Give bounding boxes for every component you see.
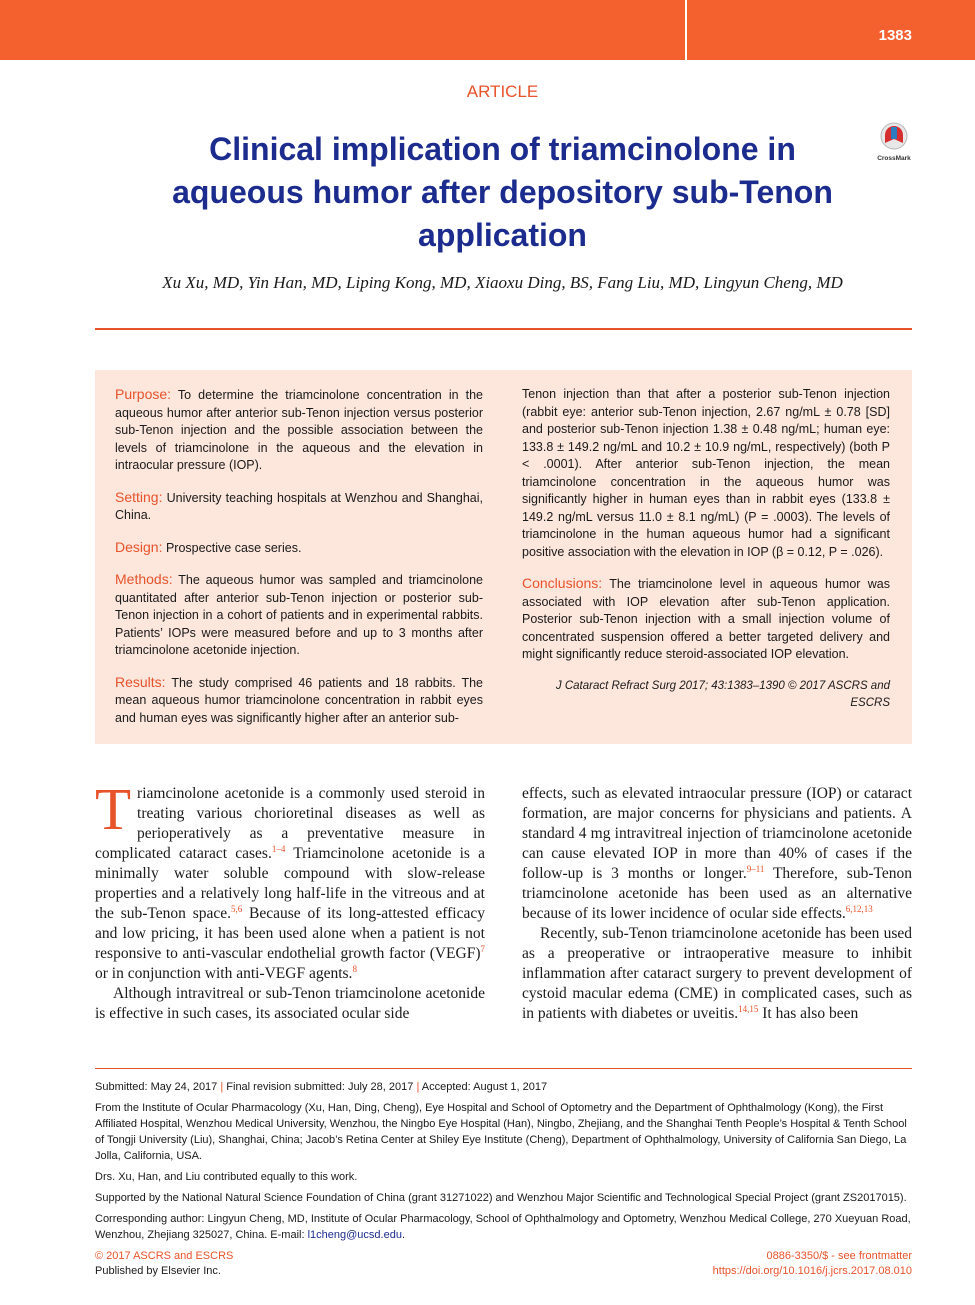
citation: J Cataract Refract Surg 2017; 43:1383–1390 © 2017 ASCRS and ESCRS bbox=[555, 679, 890, 709]
methods-text: The aqueous humor was sampled and triamcinolone quantitated after anterior sub-Tenon injection or posterior sub-Tenon injection in a cohort of patients and in experimental rabbits. Patients’ IOPs were measured before and up to 3 months after triamcinolone acetonide injection. bbox=[115, 573, 483, 657]
header-bar-left bbox=[0, 0, 685, 60]
drop-cap: T bbox=[95, 776, 132, 842]
body-paragraph: effects, such as elevated intraocular pressure (IOP) or cataract formation, are major concerns for physicians and patients. A standard 4 mg intravitreal injection of triamcinolone acetonide can cause elevated IOP in more than 40% of cases if the follow-up is 3 months or longer.$^{9-11}$ Therefore, sub-Tenon triamcinolone acetonide has been used as an alternative because of its lower incidence of ocular side effects.$^{6,12,13}$ bbox=[522, 785, 912, 922]
results-heading: Results: bbox=[115, 673, 166, 690]
article-title: Clinical implication of triamcinolone in aqueous humor after depository sub-Tenon application bbox=[172, 131, 833, 253]
doi-link[interactable]: https://doi.org/10.1016/j.jcrs.2017.08.010 bbox=[712, 1265, 912, 1277]
reference-link[interactable]: 5,6 bbox=[231, 903, 243, 914]
body-column-right bbox=[522, 784, 912, 1024]
header-bar bbox=[0, 0, 975, 60]
abstract-design bbox=[115, 539, 483, 558]
crossmark-icon[interactable] bbox=[876, 121, 912, 163]
crossmark-label: CrossMark bbox=[877, 155, 911, 162]
section-label: ARTICLE bbox=[466, 82, 539, 101]
purpose-heading: Purpose: bbox=[115, 386, 172, 402]
abstract-setting bbox=[115, 489, 483, 525]
email-link[interactable]: l1cheng@ucsd.edu bbox=[307, 1229, 402, 1241]
affiliations: From the Institute of Ocular Pharmacology (Xu, Han, Ding, Cheng), Eye Hospital and School of Optometry and the Department of Ophthalmology (Kong), the First Affiliated Hospital, Wenzhou Medical University, Wenzhou, the Ningbo Eye Hospital (Han), Ningbo, Zhejiang, and the Shanghai Tenth People’s Hospital & Tenth School of Tongji University (Liu), Shanghai, China; Jacob’s Retina Center at Shiley Eye Institute (Cheng), Department of Ophthalmology, University of California San Diego, La Jolla, California, USA. bbox=[95, 1102, 907, 1162]
title-divider bbox=[95, 328, 912, 330]
results-text: The study comprised 46 patients and 18 rabbits. The mean aqueous humor triamcinolone concentration in rabbit eyes and human eyes was significantly higher after an anterior sub- bbox=[115, 675, 484, 725]
abstract-purpose bbox=[115, 386, 483, 475]
correspondence: Corresponding author: Lingyun Cheng, MD, Institute of Ocular Pharmacology, School of Ophthalmology and Optometry, Wenzhou Medical College, 270 Xueyuan Road, Wenzhou, Zhejiang 325027, China. E-mail: l1cheng@ucsd.edu. bbox=[95, 1213, 911, 1241]
authors: Xu Xu, MD, Yin Han, MD, Liping Kong, MD, Xiaoxu Ding, BS, Fang Liu, MD, Lingyun Cheng, MD bbox=[162, 273, 843, 292]
footer-right bbox=[713, 1249, 912, 1279]
publisher: Published by Elsevier Inc. bbox=[95, 1265, 221, 1277]
page-number: 1383 bbox=[878, 27, 912, 44]
abstract bbox=[95, 370, 912, 744]
setting-heading: Setting: bbox=[115, 488, 163, 505]
body-paragraph: Recently, sub-Tenon triamcinolone acetonide has been used as a preoperative or intraoperative measure to inhibit inflammation after cataract surgery to prevent development of cystoid macular edema (CME) in complicated cases, such as in patients with diabetes or uveitis.$^{14,15}$ It has also been bbox=[522, 925, 912, 1022]
abstract-results bbox=[115, 674, 483, 728]
setting-text: University teaching hospitals at Wenzhou and Shanghai, China. bbox=[115, 490, 483, 522]
copyright: © 2017 ASCRS and ESCRS bbox=[95, 1250, 234, 1262]
reference-link[interactable]: 7 bbox=[480, 943, 485, 954]
equal-contribution: Drs. Xu, Han, and Liu contributed equally to this work. bbox=[95, 1171, 358, 1183]
abstract-column-right bbox=[522, 386, 890, 727]
purpose-text: To determine the triamcinolone concentration in the aqueous humor after anterior sub-Tenon injection versus posterior sub-Tenon injection and the possible association between the levels of triamcinolone in the aqueous and the elevation in intraocular pressure (IOP). bbox=[115, 388, 484, 472]
design-heading: Design: bbox=[115, 538, 163, 555]
body-paragraph: Although intravitreal or sub-Tenon triamcinolone acetonide is effective in such cases, its associated ocular side bbox=[95, 985, 485, 1022]
design-text: Prospective case series. bbox=[165, 540, 302, 555]
reference-link[interactable]: 14,15 bbox=[738, 1003, 759, 1014]
issn: 0886-3350/$ - see frontmatter bbox=[766, 1250, 912, 1262]
reference-link[interactable]: 9–11 bbox=[746, 863, 765, 874]
reference-link[interactable]: 6,12,13 bbox=[845, 903, 873, 914]
body-paragraph: Triamcinolone acetonide is a commonly used steroid in treating various chorioretinal diseases as well as perioperatively as a preventative measure in complicated cataract cases.$^{1-4}$ Triamcinolone acetonide is a minimally water soluble compound with slow-release properties and a relatively long half-life in the vitreous and at the sub-Tenon space.$^{5,6}$ Because of its long-attested efficacy and low pricing, it has been used alone when a patient is not responsive to anti-vascular endothelial growth factor (VEGF)$^7$ or in conjunction with anti-VEGF agents.$^8$ bbox=[95, 776, 485, 982]
results-continued: Tenon injection than that after a posterior sub-Tenon injection (rabbit eye: anterior sub-Tenon injection, 2.67 ng/mL ± 0.78 [SD] and posterior sub-Tenon injection 1.38 ± 0.48 ng/mL; human eye: 133.8 ± 149.2 ng/mL and 10.2 ± 10.9 ng/mL, respectively) (both P < .0001). After anterior sub-Tenon injection, the mean triamcinolone concentration in the aqueous humor was significantly higher in human eyes than in rabbit eyes (133.8 ± 149.2 ng/mL versus 11.0 ± 8.1 ng/mL) (P = .0003). The levels of triamcinolone in the human aqueous humor had a significant positive association with the elevation in IOP (β = 0.12, P = .026). bbox=[522, 387, 890, 559]
footnote-divider bbox=[95, 1068, 912, 1069]
header-bar-right bbox=[687, 0, 975, 60]
funding: Supported by the National Natural Science Foundation of China (grant 31271022) and Wenzhou Major Scientific and Technological Special Project (grant ZS2017015). bbox=[95, 1192, 907, 1204]
submission-dates: Submitted: May 24, 2017 | Final revision submitted: July 28, 2017 | Accepted: August 1, 2017 bbox=[95, 1081, 548, 1093]
abstract-methods bbox=[115, 571, 483, 660]
abstract-conclusions bbox=[522, 575, 890, 664]
body-column-left bbox=[95, 776, 485, 1024]
conclusions-text: The triamcinolone level in aqueous humor was associated with IOP elevation after sub-Tenon application. Posterior sub-Tenon injection with a small injection volume of concentrated suspension offered a better targeted delivery and might significantly reduce steroid-associated IOP elevation. bbox=[522, 577, 890, 661]
reference-link[interactable]: 1–4 bbox=[271, 843, 286, 854]
footer-left bbox=[95, 1249, 233, 1279]
abstract-column-left bbox=[115, 386, 483, 741]
footnotes bbox=[95, 1079, 912, 1248]
reference-link[interactable]: 8 bbox=[352, 963, 357, 974]
conclusions-heading: Conclusions: bbox=[522, 575, 603, 591]
methods-heading: Methods: bbox=[115, 571, 173, 587]
